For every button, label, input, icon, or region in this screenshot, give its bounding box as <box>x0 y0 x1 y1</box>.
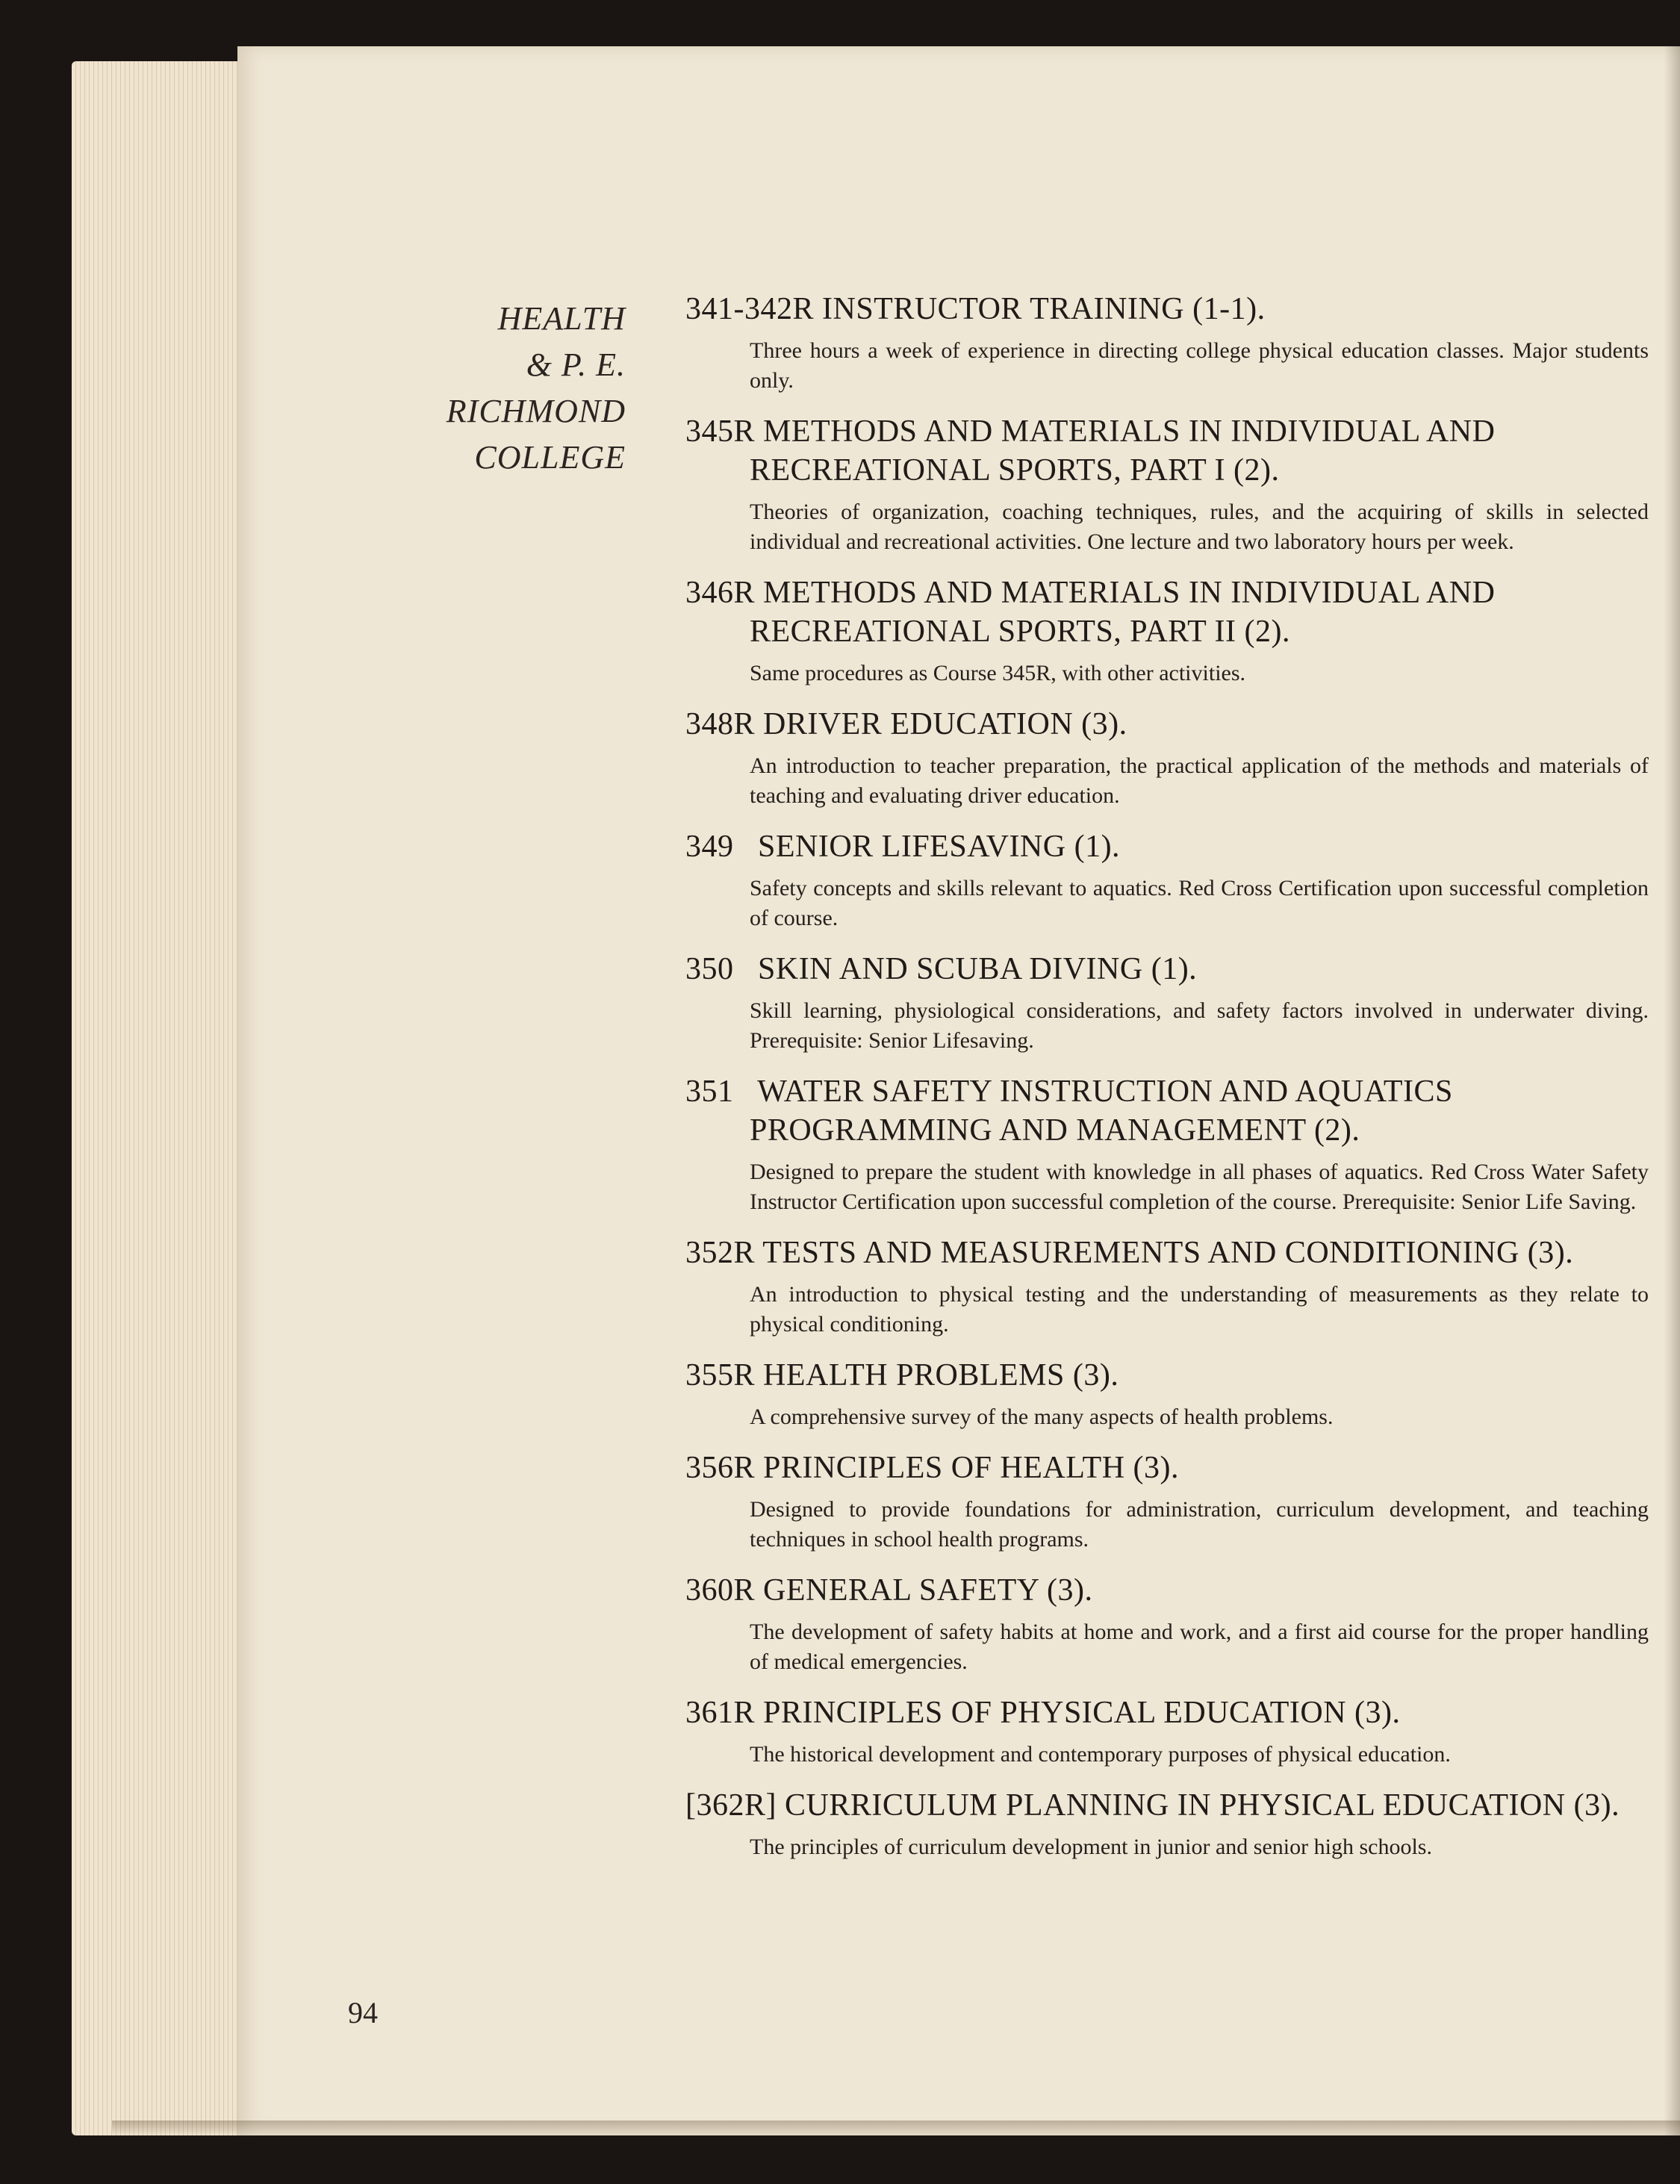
course-title <box>685 1693 1649 1732</box>
course-title-text: DRIVER EDUCATION (3). <box>763 707 1127 741</box>
course-number: 345R <box>685 414 756 449</box>
course-title <box>685 950 1649 989</box>
course-description: Designed to prepare the student with knowledge in all phases of aquatics. Red Cross Water Safety Instructor Certification upon successful completion of the course. Prerequisite: Senior Life Saving. <box>750 1160 1649 1214</box>
course-number: 356R <box>685 1451 756 1485</box>
course-title <box>685 1571 1649 1610</box>
course-entry <box>685 1356 1649 1432</box>
course-title <box>685 412 1649 490</box>
course-number: 348R <box>685 707 756 741</box>
course-description: An introduction to teacher preparation, the practical application of the methods and materials of teaching and evaluating driver education. <box>750 753 1649 808</box>
course-title-text: METHODS AND MATERIALS IN INDIVIDUAL AND RECREATIONAL SPORTS, PART I (2). <box>750 414 1496 488</box>
course-number: 350 <box>685 952 734 986</box>
course-entry <box>685 950 1649 1056</box>
course-entry <box>685 1072 1649 1217</box>
course-description: The principles of curriculum development in junior and senior high schools. <box>750 1835 1432 1859</box>
course-title <box>685 827 1649 866</box>
course-title <box>685 1356 1649 1395</box>
course-entry <box>685 1233 1649 1340</box>
course-title <box>685 1072 1649 1150</box>
course-title-text: HEALTH PROBLEMS (3). <box>763 1358 1119 1393</box>
course-entry <box>685 573 1649 688</box>
course-description: Skill learning, physiological considerations, and safety factors involved in underwater diving. Prerequisite: Senior Lifesaving. <box>750 998 1649 1053</box>
course-title <box>685 290 1649 329</box>
course-description: An introduction to physical testing and the understanding of measurements as they relate to physical conditioning. <box>750 1282 1649 1337</box>
course-entry <box>685 1449 1649 1555</box>
course-number: 360R <box>685 1573 756 1608</box>
course-number: 352R <box>685 1236 756 1270</box>
course-title-text: CURRICULUM PLANNING IN PHYSICAL EDUCATION (3). <box>785 1788 1620 1823</box>
course-list <box>685 290 1649 1879</box>
course-title <box>685 1786 1649 1825</box>
course-number: 346R <box>685 576 756 610</box>
page-right-edge-shadow <box>1664 46 1680 2135</box>
course-title <box>685 573 1649 651</box>
course-description: A comprehensive survey of the many aspects of health problems. <box>750 1404 1334 1429</box>
section-sidebar-heading <box>388 296 626 481</box>
page-number: 94 <box>348 1996 378 2029</box>
course-description: The development of safety habits at home and work, and a first aid course for the proper handling of medical emergencies. <box>750 1620 1649 1674</box>
course-entry <box>685 290 1649 396</box>
course-title-text: TESTS AND MEASUREMENTS AND CONDITIONING (3). <box>762 1236 1574 1270</box>
course-title-text: GENERAL SAFETY (3). <box>763 1573 1093 1608</box>
course-entry <box>685 1571 1649 1677</box>
course-number: 349 <box>685 830 734 864</box>
course-title <box>685 1233 1649 1272</box>
course-number: 351 <box>685 1074 734 1109</box>
sidebar-line: HEALTH <box>497 300 626 337</box>
course-title-text: PRINCIPLES OF HEALTH (3). <box>763 1451 1179 1485</box>
page-stack-edge <box>72 61 266 2135</box>
course-description: The historical development and contemporary purposes of physical education. <box>750 1742 1451 1767</box>
course-description: Theories of organization, coaching techniques, rules, and the acquiring of skills in selected individual and recreational activities. One lecture and two laboratory hours per week. <box>750 500 1649 554</box>
sidebar-line: & P. E. <box>526 346 626 383</box>
course-number: [362R] <box>685 1788 777 1823</box>
course-title-text: SENIOR LIFESAVING (1). <box>758 830 1121 864</box>
course-title-text: INSTRUCTOR TRAINING (1-1). <box>822 292 1266 326</box>
course-entry <box>685 827 1649 933</box>
course-number: 361R <box>685 1696 756 1730</box>
course-entry <box>685 705 1649 811</box>
course-title-text: SKIN AND SCUBA DIVING (1). <box>758 952 1198 986</box>
course-entry <box>685 412 1649 557</box>
course-title-text: WATER SAFETY INSTRUCTION AND AQUATICS PROGRAMMING AND MANAGEMENT (2). <box>750 1074 1453 1148</box>
course-description: Safety concepts and skills relevant to aquatics. Red Cross Certification upon successful completion of course. <box>750 876 1649 930</box>
course-number: 341-342R <box>685 292 814 326</box>
page-bottom-shadow <box>112 2121 1680 2135</box>
course-entry <box>685 1786 1649 1862</box>
course-description: Same procedures as Course 345R, with other activities. <box>750 661 1246 685</box>
sidebar-line: RICHMOND <box>446 393 626 429</box>
course-number: 355R <box>685 1358 756 1393</box>
course-title <box>685 1449 1649 1487</box>
course-description: Three hours a week of experience in directing college physical education classes. Major students only. <box>750 338 1649 393</box>
course-title <box>685 705 1649 744</box>
sidebar-line: COLLEGE <box>474 439 626 476</box>
course-title-text: PRINCIPLES OF PHYSICAL EDUCATION (3). <box>763 1696 1401 1730</box>
course-description: Designed to provide foundations for administration, curriculum development, and teaching techniques in school health programs. <box>750 1497 1649 1552</box>
course-title-text: METHODS AND MATERIALS IN INDIVIDUAL AND RECREATIONAL SPORTS, PART II (2). <box>750 576 1496 649</box>
course-entry <box>685 1693 1649 1770</box>
